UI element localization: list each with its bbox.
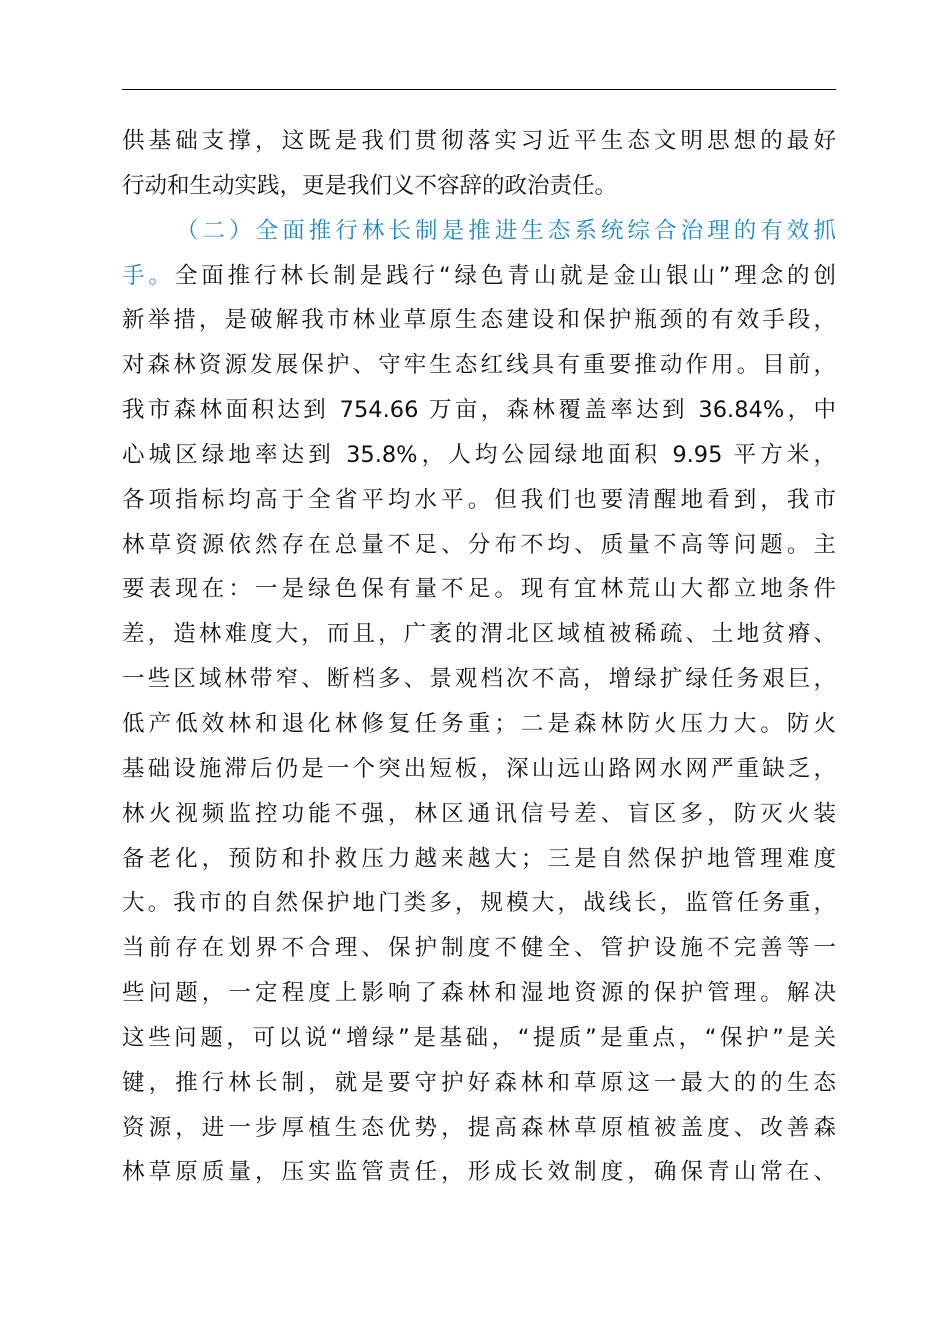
text-line: 林草资源依然存在总量不足、分布不均、质量不高等问题。主: [122, 531, 836, 558]
text-line: 供基础支撑，这既是我们贯彻落实习近平生态文明思想的最好: [122, 128, 836, 154]
text-line: 键，推行林长制，就是要守护好森林和草原这一最大的的生态: [122, 1069, 836, 1096]
text-line: 林草原质量，压实监管责任，形成长效制度，确保青山常在、: [122, 1159, 836, 1186]
text-line: 林火视频监控功能不强，林区通讯信号差、盲区多，防灭火装: [122, 800, 836, 827]
text-line: 心城区绿地率达到 35.8%，人均公园绿地面积 9.95 平方米，: [122, 441, 836, 468]
document-body: [122, 119, 836, 1195]
text-line: 些问题，一定程度上影响了森林和湿地资源的保护管理。解决: [122, 980, 836, 1007]
text-line: 对森林资源发展保护、守牢生态红线具有重要推动作用。目前，: [122, 352, 836, 379]
text-line: 低产低效林和退化林修复任务重；二是森林防火压力大。防火: [122, 710, 836, 737]
text-line: 这些问题，可以说“增绿”是基础，“提质”是重点，“保护”是关: [122, 1024, 836, 1051]
text-line: 差，造林难度大，而且，广袤的渭北区域植被稀疏、土地贫瘠、: [122, 621, 836, 648]
text-line: 一些区域林带窄、断档多、景观档次不高，增绿扩绿任务艰巨，: [122, 666, 836, 693]
text-line: 资源，进一步厚植生态优势，提高森林草原植被盖度、改善森: [122, 1114, 836, 1141]
paragraph-2: [122, 209, 836, 1196]
text-line: [122, 254, 836, 299]
text-line: 各项指标均高于全省平均水平。但我们也要清醒地看到，我市: [122, 486, 836, 513]
header-rule: [122, 89, 836, 90]
text-line: 基础设施滞后仍是一个突出短板，深山远山路网水网严重缺乏，: [122, 755, 836, 782]
text-line-rest: 全面推行林长制是践行“绿色青山就是金山银山”理念的创: [174, 262, 836, 289]
text-line: 要表现在：一是绿色保有量不足。现有宜林荒山大都立地条件: [122, 576, 836, 603]
section-heading-line: （二）全面推行林长制是推进生态系统综合治理的有效抓: [176, 217, 836, 244]
section-heading-tail: 手。: [122, 262, 175, 289]
text-line: 行动和生动实践，更是我们义不容辞的政治责任。: [122, 172, 618, 199]
text-line: 我市森林面积达到 754.66 万亩，森林覆盖率达到 36.84%，中: [122, 397, 836, 424]
text-line: 大。我市的自然保护地门类多，规模大，战线长，监管任务重，: [122, 890, 836, 917]
text-line: 当前存在划界不合理、保护制度不健全、管护设施不完善等一: [122, 935, 836, 962]
paragraph-1: [122, 119, 836, 209]
text-line: 备老化，预防和扑救压力越来越大；三是自然保护地管理难度: [122, 845, 836, 872]
text-line: 新举措，是破解我市林业草原生态建设和保护瓶颈的有效手段，: [122, 307, 836, 334]
